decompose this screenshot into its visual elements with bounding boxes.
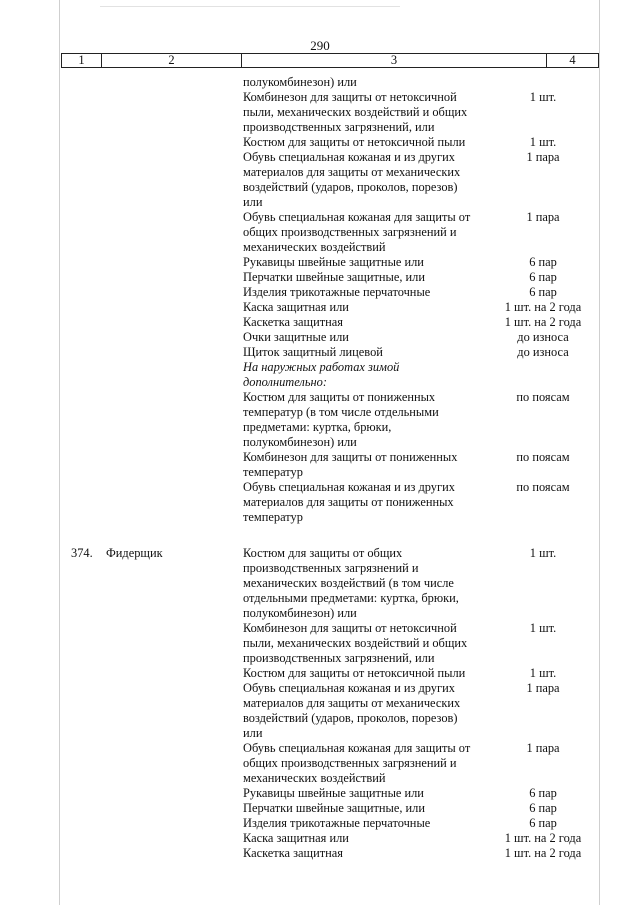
item-line: Костюм для защиты от общих xyxy=(243,546,403,560)
item-line: Каскетка защитная xyxy=(243,846,343,860)
table-row xyxy=(0,330,640,345)
item-line: пыли, механических воздействий и общих xyxy=(243,636,468,650)
table-row xyxy=(0,390,640,450)
item-quantity: до износа xyxy=(517,345,569,359)
top-scan-line xyxy=(100,6,400,7)
item-line: или xyxy=(243,726,263,740)
item-description xyxy=(243,90,557,135)
item-line: воздействий (ударов, проколов, порезов) xyxy=(243,180,458,194)
item-quantity: 6 пар xyxy=(529,816,557,830)
item-line: общих производственных загрязнений и xyxy=(243,756,457,770)
item-line: Рукавицы швейные защитные или xyxy=(243,786,424,800)
item-line: полукомбинезон) или xyxy=(243,75,357,89)
table-row xyxy=(0,801,640,816)
item-line: или xyxy=(243,195,263,209)
header-col-2: 2 xyxy=(102,54,242,67)
item-line: температур (в том числе отдельными xyxy=(243,405,439,419)
table-row xyxy=(0,846,640,861)
item-quantity: 1 шт. на 2 года xyxy=(504,831,582,845)
item-description xyxy=(243,135,557,150)
item-description xyxy=(243,210,560,255)
item-description xyxy=(243,621,557,666)
item-line: Обувь специальная кожаная для защиты от xyxy=(243,210,471,224)
item-line: механических воздействий (в том числе xyxy=(243,576,454,590)
item-line: Обувь специальная кожаная и из других xyxy=(243,480,455,494)
header-col-3: 3 xyxy=(242,54,547,67)
item-quantity: 1 шт. xyxy=(529,546,557,560)
page-number: 290 xyxy=(310,38,330,53)
table-row xyxy=(0,270,640,285)
item-quantity: 1 пара xyxy=(526,741,560,755)
item-quantity: до износа xyxy=(517,330,569,344)
item-line: отдельными предметами: куртка, брюки, xyxy=(243,591,459,605)
item-line: Комбинезон для защиты от пониженных xyxy=(243,450,458,464)
item-description xyxy=(243,786,557,801)
item-quantity: 6 пар xyxy=(529,255,557,269)
item-line: Очки защитные или xyxy=(243,330,349,344)
item-line: производственных загрязнений, или xyxy=(243,120,435,134)
item-line: Обувь специальная кожаная для защиты от xyxy=(243,741,471,755)
table-row xyxy=(0,816,640,831)
item-quantity: по поясам xyxy=(516,450,570,464)
item-quantity: 1 шт. xyxy=(529,135,557,149)
item-line: Изделия трикотажные перчаточные xyxy=(243,285,431,299)
item-line: производственных загрязнений, или xyxy=(243,651,435,665)
table-row xyxy=(0,345,640,360)
item-line: Перчатки швейные защитные, или xyxy=(243,270,425,284)
item-description xyxy=(243,345,569,360)
item-line: Обувь специальная кожаная и из других xyxy=(243,150,455,164)
item-description xyxy=(243,546,557,621)
item-quantity: 1 шт. xyxy=(529,90,557,104)
item-description xyxy=(243,816,557,831)
item-line: Щиток защитный лицевой xyxy=(243,345,383,359)
item-quantity: 1 шт. xyxy=(529,621,557,635)
item-line: На наружных работах зимой xyxy=(243,360,400,374)
item-quantity: по поясам xyxy=(516,480,570,494)
item-line: предметами: куртка, брюки, xyxy=(243,420,392,434)
item-line: полукомбинезон) или xyxy=(243,435,357,449)
item-quantity: 6 пар xyxy=(529,801,557,815)
item-line: Каскетка защитная xyxy=(243,315,343,329)
item-line: механических воздействий xyxy=(243,771,386,785)
item-description xyxy=(243,741,560,786)
item-line: Костюм для защиты от нетоксичной пыли xyxy=(243,135,466,149)
item-line: Обувь специальная кожаная и из других xyxy=(243,681,455,695)
item-line: материалов для защиты от механических xyxy=(243,696,461,710)
item-line: полукомбинезон) или xyxy=(243,606,357,620)
item-description xyxy=(243,300,582,315)
item-line: Комбинезон для защиты от нетоксичной xyxy=(243,90,457,104)
table-row xyxy=(0,741,640,786)
item-line: материалов для защиты от механических xyxy=(243,165,461,179)
table-row xyxy=(0,135,640,150)
item-line: Рукавицы швейные защитные или xyxy=(243,255,424,269)
table-header xyxy=(61,53,599,68)
item-line: Изделия трикотажные перчаточные xyxy=(243,816,431,830)
item-line: материалов для защиты от пониженных xyxy=(243,495,454,509)
item-quantity: по поясам xyxy=(516,390,570,404)
item-description xyxy=(243,75,488,90)
item-quantity: 1 пара xyxy=(526,150,560,164)
table-row xyxy=(0,210,640,255)
item-quantity: 6 пар xyxy=(529,270,557,284)
item-description xyxy=(243,255,557,270)
table-row xyxy=(0,360,640,390)
item-line: воздействий (ударов, проколов, порезов) xyxy=(243,711,458,725)
item-description xyxy=(243,846,582,861)
item-line: температур xyxy=(243,510,303,524)
item-line: дополнительно: xyxy=(243,375,327,389)
item-quantity: 1 шт. xyxy=(529,666,557,680)
table-row xyxy=(0,255,640,270)
item-line: температур xyxy=(243,465,303,479)
item-description xyxy=(243,270,557,285)
item-description xyxy=(243,330,569,345)
item-description xyxy=(243,150,560,210)
item-description xyxy=(243,315,582,330)
header-col-4: 4 xyxy=(569,53,576,67)
table-row xyxy=(0,75,640,90)
item-quantity: 1 шт. на 2 года xyxy=(504,846,582,860)
item-quantity: 1 пара xyxy=(526,210,560,224)
table-row xyxy=(0,285,640,300)
row-number: 374. xyxy=(71,546,93,560)
table-row xyxy=(0,480,640,525)
profession-name: Фидерщик xyxy=(106,546,163,560)
table-row xyxy=(0,150,640,210)
item-line: механических воздействий xyxy=(243,240,386,254)
item-description xyxy=(243,831,582,846)
item-description xyxy=(243,666,557,681)
item-description xyxy=(243,450,570,480)
item-line: Комбинезон для защиты от нетоксичной xyxy=(243,621,457,635)
table-row xyxy=(0,831,640,846)
item-line: Каска защитная или xyxy=(243,831,349,845)
item-line: производственных загрязнений и xyxy=(243,561,419,575)
item-quantity: 1 шт. на 2 года xyxy=(504,315,582,329)
item-description xyxy=(243,801,557,816)
section-note xyxy=(243,360,488,390)
item-quantity: 1 пара xyxy=(526,681,560,695)
table-row xyxy=(0,315,640,330)
item-description xyxy=(243,681,560,741)
table-row xyxy=(0,450,640,480)
table-row xyxy=(0,546,640,621)
item-description xyxy=(243,480,570,525)
item-line: Костюм для защиты от нетоксичной пыли xyxy=(243,666,466,680)
table-row xyxy=(0,681,640,741)
item-line: общих производственных загрязнений и xyxy=(243,225,457,239)
item-line: Перчатки швейные защитные, или xyxy=(243,801,425,815)
table-row xyxy=(0,786,640,801)
table-row xyxy=(0,621,640,666)
item-line: Каска защитная или xyxy=(243,300,349,314)
item-quantity: 6 пар xyxy=(529,786,557,800)
table-row xyxy=(0,300,640,315)
item-line: Костюм для защиты от пониженных xyxy=(243,390,436,404)
table-row xyxy=(0,666,640,681)
item-description xyxy=(243,285,557,300)
item-quantity: 6 пар xyxy=(529,285,557,299)
item-description xyxy=(243,390,570,450)
table-body xyxy=(0,75,640,861)
item-quantity: 1 шт. на 2 года xyxy=(504,300,582,314)
item-line: пыли, механических воздействий и общих xyxy=(243,105,468,119)
table-row xyxy=(0,90,640,135)
header-col-1: 1 xyxy=(62,54,102,67)
